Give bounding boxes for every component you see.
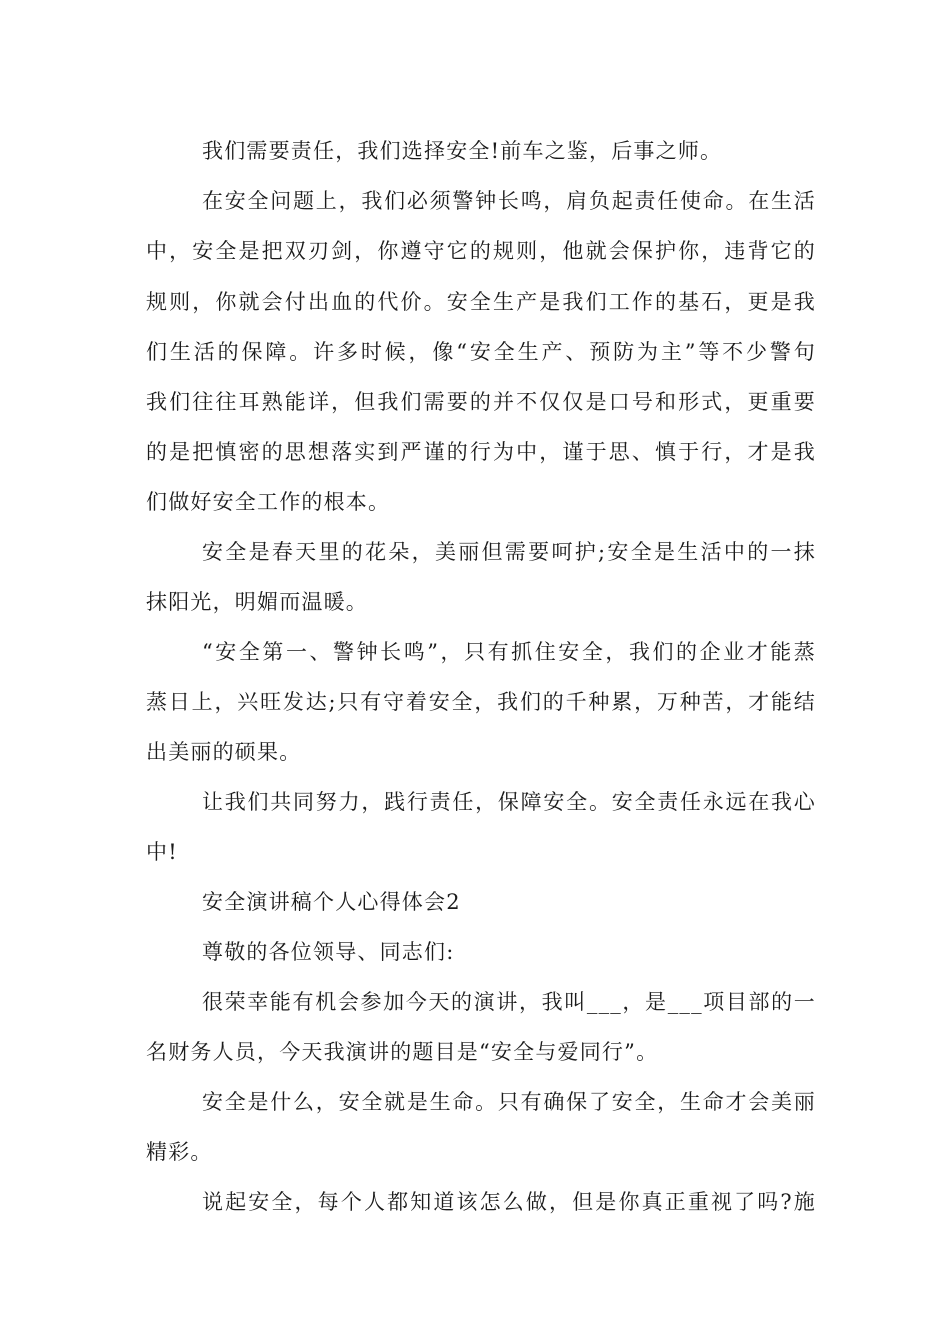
section-heading: 安全演讲稿个人心得体会2 [202,890,461,914]
text-line: 抹阳光，明媚而温暖。 [146,590,368,614]
text-line: 名财务人员，今天我演讲的题目是“安全与爱同行”。 [146,1040,659,1064]
text-line: 安全是什么，安全就是生命。只有确保了安全，生命才会美丽 [202,1090,816,1114]
text-line: 安全是春天里的花朵，美丽但需要呵护;安全是生活中的一抹 [202,540,816,564]
text-line: 说起安全，每个人都知道该怎么做，但是你真正重视了吗?施 [202,1190,816,1214]
text-line: “安全第一、警钟长鸣”，只有抓住安全，我们的企业才能蒸 [202,640,816,664]
text-line: 们生活的保障。许多时候，像“安全生产、预防为主”等不少警句 [146,340,816,364]
text-line: 蒸日上，兴旺发达;只有守着安全，我们的千种累，万种苦，才能结 [146,690,816,714]
text-line: 很荣幸能有机会参加今天的演讲，我叫___，是___项目部的一 [202,990,816,1014]
text-line: 我们需要责任，我们选择安全!前车之鉴，后事之师。 [202,139,723,163]
text-line: 规则，你就会付出血的代价。安全生产是我们工作的基石，更是我 [146,290,816,314]
text-line: 们做好安全工作的根本。 [146,490,391,514]
text-line: 精彩。 [146,1140,213,1164]
text-line: 中! [146,840,178,864]
text-line: 我们往往耳熟能详，但我们需要的并不仅仅是口号和形式，更重要 [146,390,816,414]
text-line: 中，安全是把双刃剑，你遵守它的规则，他就会保护你，违背它的 [146,239,816,263]
text-line: 的是把慎密的思想落实到严谨的行为中，谨于思、慎于行，才是我 [146,440,816,464]
salutation: 尊敬的各位领导、同志们: [202,940,455,964]
text-line: 在安全问题上，我们必须警钟长鸣，肩负起责任使命。在生活 [202,189,816,213]
text-line: 出美丽的硕果。 [146,740,302,764]
text-line: 让我们共同努力，践行责任，保障安全。安全责任永远在我心 [202,790,816,814]
